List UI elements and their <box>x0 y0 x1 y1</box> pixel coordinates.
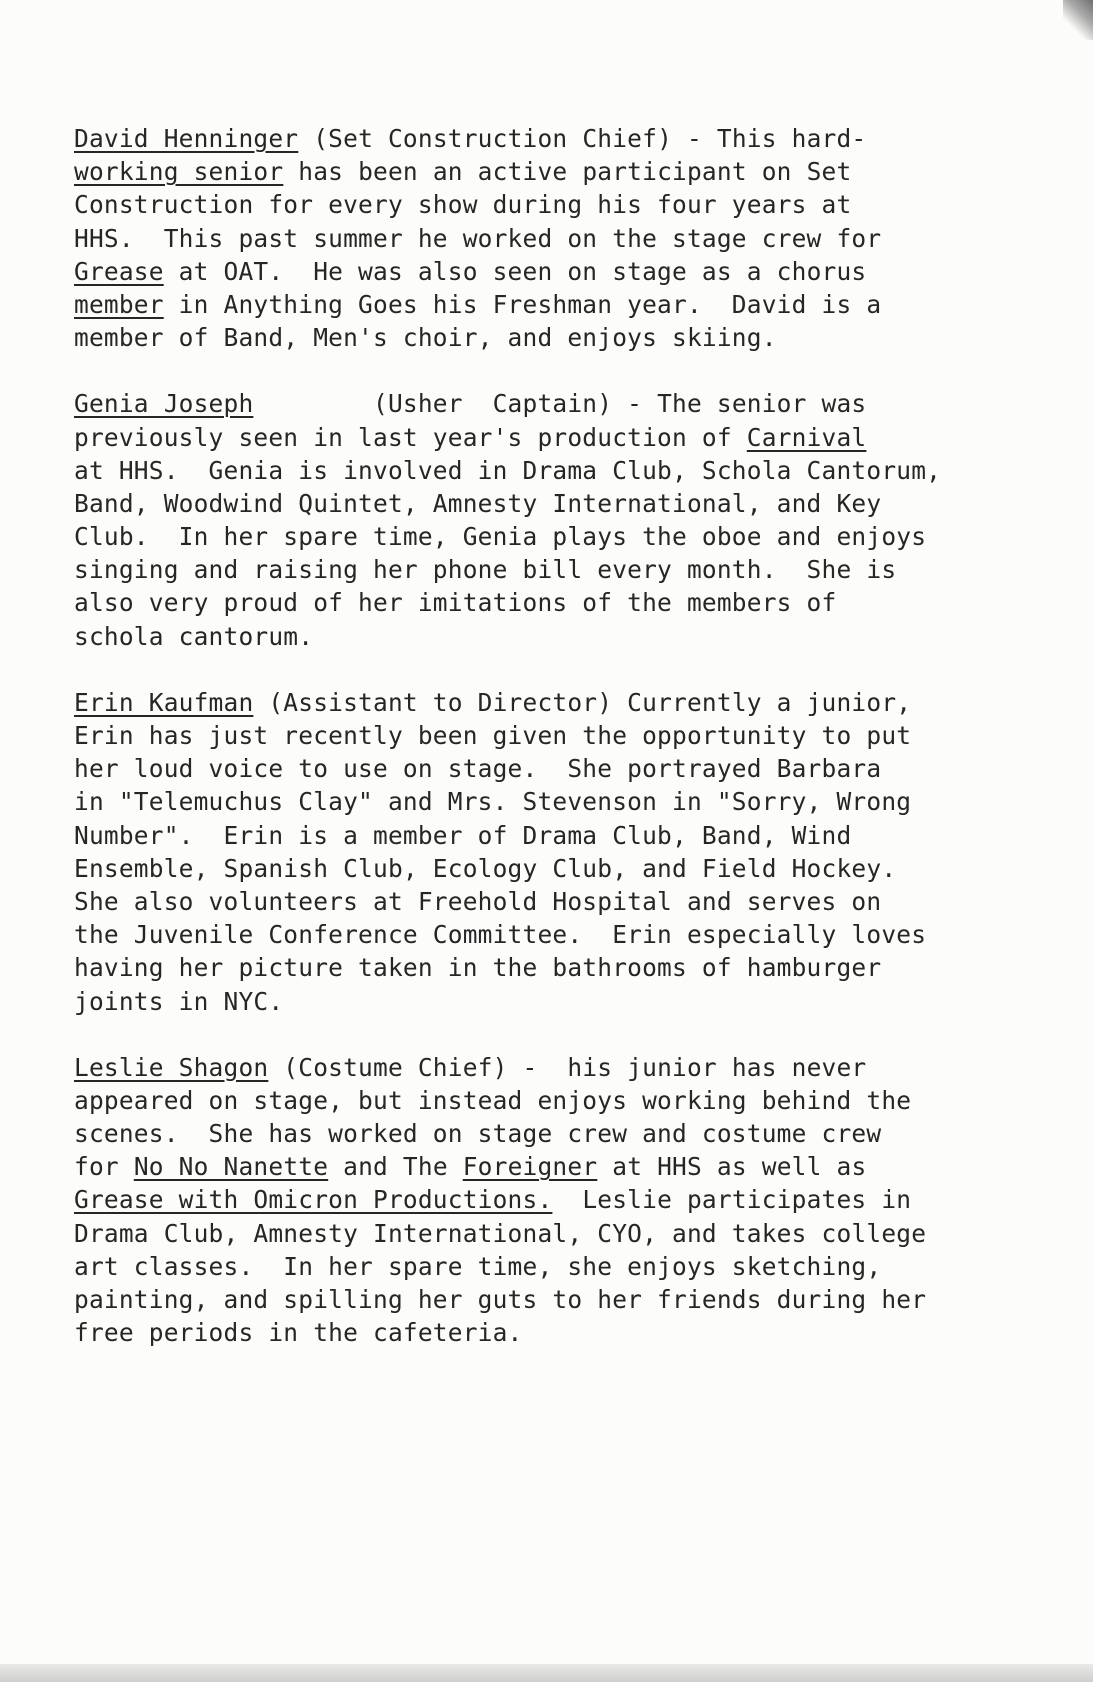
text-segment: (Set Construction Chief) - This hard- <box>298 124 867 153</box>
bio-paragraph <box>74 1051 1064 1350</box>
text-segment: She also volunteers at Freehold Hospital and serves on <box>74 886 882 916</box>
underlined-text: Foreigner <box>462 1152 598 1182</box>
text-segment: previously seen in last year's production of <box>74 422 747 452</box>
text-segment: at HHS. Genia is involved in Drama Club, Schola Cantorum, <box>74 455 942 485</box>
text-line <box>74 1084 1064 1117</box>
bio-paragraph <box>74 686 1064 1018</box>
text-line <box>74 255 1064 288</box>
text-line <box>74 686 1064 719</box>
text-line <box>74 1183 1064 1216</box>
text-segment: her loud voice to use on stage. She portrayed Barbara <box>74 754 882 784</box>
text-line <box>74 155 1064 188</box>
text-segment: has been an active participant on Set <box>283 157 852 187</box>
text-line <box>74 288 1064 321</box>
text-segment: joints in NYC. <box>74 986 284 1016</box>
underlined-text: Erin Kaufman <box>74 687 254 717</box>
text-line <box>74 1250 1064 1283</box>
text-line <box>74 553 1064 586</box>
text-segment: also very proud of her imitations of the members of <box>74 588 837 618</box>
text-segment: at HHS as well as <box>597 1152 867 1182</box>
underlined-text: David Henninger <box>74 124 299 153</box>
text-segment: Club. In her spare time, Genia plays the oboe and enjoys <box>74 522 927 552</box>
page-bottom-edge <box>0 1664 1093 1682</box>
text-segment: scenes. She has worked on stage crew and costume crew <box>74 1119 882 1149</box>
text-segment: schola cantorum. <box>74 621 314 651</box>
text-line <box>74 951 1064 984</box>
text-segment: Band, Woodwind Quintet, Amnesty International, and Key <box>74 488 882 518</box>
underlined-text: Grease with Omicron Productions. <box>74 1185 553 1215</box>
underlined-text: working senior <box>74 157 284 187</box>
text-line <box>74 819 1064 852</box>
text-line <box>74 321 1064 354</box>
text-segment: Erin has just recently been given the opportunity to put <box>74 721 912 750</box>
text-line <box>74 1051 1064 1084</box>
bio-list <box>74 122 1064 1382</box>
text-segment: at OAT. He was also seen on stage as a chorus <box>163 256 867 286</box>
text-segment: HHS. This past summer he worked on the stage crew for <box>74 223 882 253</box>
text-line <box>74 188 1064 221</box>
text-line <box>74 852 1064 885</box>
underlined-text: Grease <box>74 256 164 286</box>
text-line <box>74 520 1064 553</box>
text-line <box>74 785 1064 818</box>
text-line <box>74 1316 1064 1349</box>
text-line <box>74 387 1064 420</box>
text-line <box>74 1117 1064 1150</box>
text-segment: singing and raising her phone bill every month. She is <box>74 555 897 585</box>
text-line <box>74 1217 1064 1250</box>
underlined-text: member <box>74 289 164 319</box>
text-segment: Leslie participates in <box>552 1185 912 1215</box>
text-segment: Construction for every show during his four years at <box>74 190 852 220</box>
bio-paragraph <box>74 387 1064 653</box>
text-line <box>74 586 1064 619</box>
text-segment: the Juvenile Conference Committee. Erin especially loves <box>74 920 927 950</box>
text-segment: painting, and spilling her guts to her friends during her <box>74 1285 927 1314</box>
text-line <box>74 421 1064 454</box>
text-segment: (Assistant to Director) Currently a junior, <box>253 687 912 717</box>
text-segment: appeared on stage, but instead enjoys working behind the <box>74 1085 912 1115</box>
underlined-text: Leslie Shagon <box>74 1052 269 1082</box>
text-segment: member of Band, Men's choir, and enjoys skiing. <box>74 323 777 353</box>
text-line <box>74 918 1064 951</box>
text-segment: (Usher Captain) - The senior was <box>253 389 867 419</box>
text-line <box>74 1283 1064 1316</box>
text-segment: having her picture taken in the bathrooms of hamburger <box>74 953 882 983</box>
text-segment: Ensemble, Spanish Club, Ecology Club, and Field Hockey. <box>74 853 897 883</box>
text-line <box>74 487 1064 520</box>
text-segment: Drama Club, Amnesty International, CYO, and takes college <box>74 1218 927 1248</box>
text-line <box>74 752 1064 785</box>
underlined-text: No No Nanette <box>133 1152 329 1182</box>
text-line <box>74 885 1064 918</box>
text-line <box>74 222 1064 255</box>
text-segment: art classes. In her spare time, she enjoys sketching, <box>74 1251 882 1281</box>
text-line <box>74 1150 1064 1183</box>
text-line <box>74 454 1064 487</box>
underlined-text: Carnival <box>746 422 867 452</box>
text-line <box>74 620 1064 653</box>
text-segment: (Costume Chief) - his junior has never <box>268 1052 867 1082</box>
underlined-text: Genia Joseph <box>74 389 254 419</box>
text-segment: Number". Erin is a member of Drama Club, Band, Wind <box>74 820 852 850</box>
text-line <box>74 985 1064 1018</box>
text-line <box>74 122 1064 155</box>
text-segment: in Anything Goes his Freshman year. David is a <box>163 289 882 319</box>
text-segment: in "Telemuchus Clay" and Mrs. Stevenson in "Sorry, Wrong <box>74 787 912 817</box>
text-segment: for <box>74 1152 134 1182</box>
bio-paragraph <box>74 122 1064 354</box>
text-segment: free periods in the cafeteria. <box>74 1318 523 1348</box>
text-segment: and The <box>328 1152 463 1182</box>
page-corner-shadow <box>1063 0 1093 40</box>
text-line <box>74 719 1064 752</box>
